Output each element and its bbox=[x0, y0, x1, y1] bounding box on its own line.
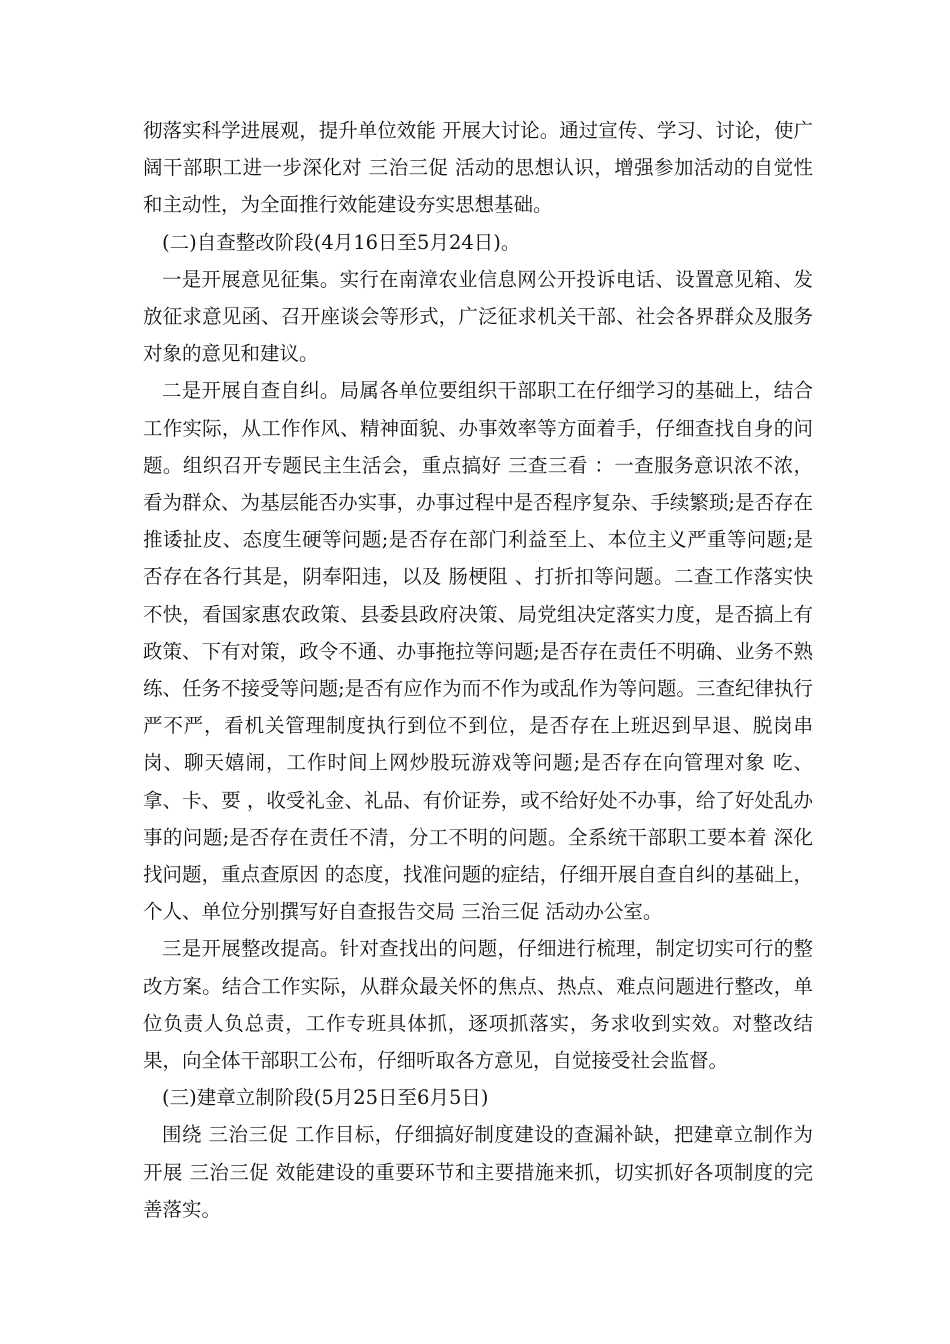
paragraph-rectification: 三是开展整改提高。针对查找出的问题，仔细进行梳理，制定切实可行的整改方案。结合工作实际，从群众最关怀的焦点、热点、难点问题进行整改，单位负责人负总责，工作专班具体抓，逐项抓落实，务求收到实效。对整改结果，向全体干部职工公布，仔细听取各方意见，自觉接受社会监督。 bbox=[143, 937, 813, 1073]
document-body bbox=[143, 112, 813, 1228]
section-heading-rule-making: (三)建章立制阶段(5月25日至6月5日) bbox=[162, 1086, 489, 1110]
paragraph-opinion-collection: 一是开展意见征集。实行在南漳农业信息网公开投诉电话、设置意见箱、发放征求意见函、召开座谈会等形式，广泛征求机关干部、社会各界群众及服务对象的意见和建议。 bbox=[143, 267, 813, 366]
paragraph-study-phase-conclusion: 彻落实科学进展观，提升单位效能 开展大讨论。通过宣传、学习、讨论，使广阔干部职工进一步深化对 三治三促 活动的思想认识，增强参加活动的自觉性和主动性，为全面推行效能建设夯实思想基础。 bbox=[143, 119, 813, 217]
section-heading-self-inspection: (二)自查整改阶段(4月16日至5月24日)。 bbox=[162, 230, 521, 254]
paragraph-self-inspection: 二是开展自查自纠。局属各单位要组织干部职工在仔细学习的基础上，结合工作实际，从工作作风、精神面貌、办事效率等方面着手，仔细查找自身的问题。组织召开专题民主生活会，重点搞好 三查三看 ：一查服务意识浓不浓，看为群众、为基层能否办实事，办事过程中是否程序复杂、手续繁琐;是否存在推诿扯皮、态度生硬等问题;是否存在部门利益至上、本位主义严重等问题;是否存在各行其是，阴奉阳违，以及 肠梗阻 、打折扣等问题。二查工作落实快不快，看国家惠农政策、县委县政府决策、局党组决定落实力度，是否搞上有政策、下有对策，政令不通、办事拖拉等问题;是否存在责任不明确、业务不熟练、任务不接受等问题;是否有应作为而不作为或乱作为等问题。三查纪律执行严不严，看机关管理制度执行到位不到位，是否存在上班迟到早退、脱岗串岗、聊天嬉闹，工作时间上网炒股玩游戏等问题;是否存在向管理对象 吃、拿、卡、要 ，收受礼金、礼品、有价证券，或不给好处不办事，给了好处乱办事的问题;是否存在责任不清，分工不明的问题。全系统干部职工要本着 深化找问题，重点查原因 的态度，找准问题的症结，仔细开展自查自纠的基础上，个人、单位分别撰写好自查报告交局 三治三促 活动办公室。 bbox=[143, 379, 813, 924]
paragraph-rule-making: 围绕 三治三促 工作目标，仔细搞好制度建设的查漏补缺，把建章立制作为开展 三治三促 效能建设的重要环节和主要措施来抓，切实抓好各项制度的完善落实。 bbox=[143, 1123, 813, 1221]
